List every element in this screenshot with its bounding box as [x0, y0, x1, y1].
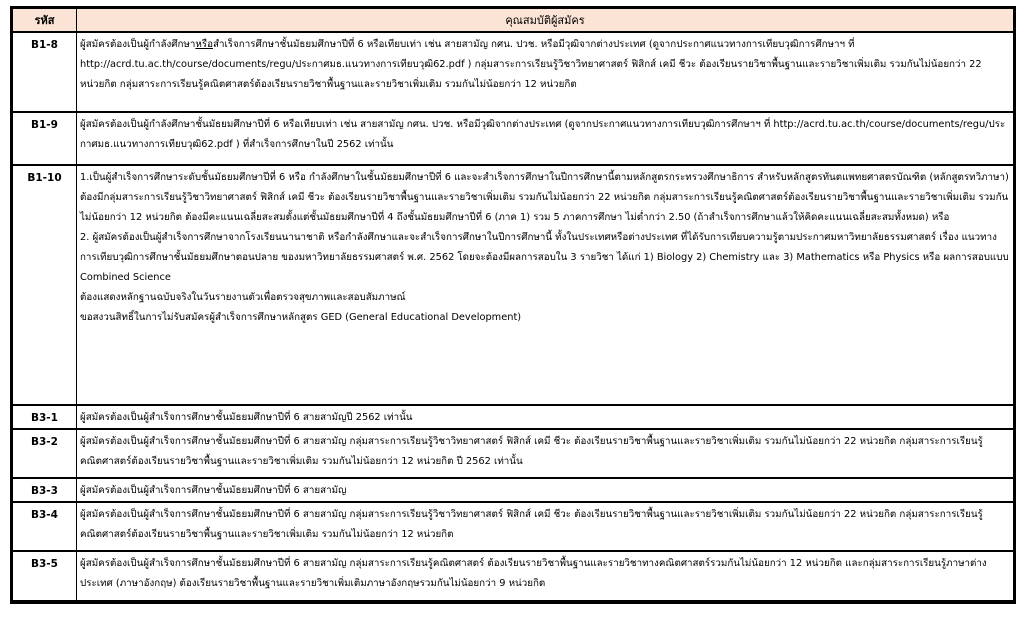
table-row	[13, 112, 1014, 165]
row-description: ผู้สมัครต้องเป็นผู้สำเร็จการศึกษาชั้นมัธยมศึกษาปีที่ 6 สายสามัญ กลุ่มสาระการเรียนรู้วิชาวิทยาศาสตร์ ฟิสิกส์ เคมี ชีวะ ต้องเรียนรายวิชาพื้นฐานและรายวิชาเพิ่มเติม รวมกันไม่น้อยกว่า 22 หน่วยกิต กลุ่มสาระการเรียนรู้คณิตศาสตร์ต้องเรียนรายวิชาพื้นฐานและรายวิชาเพิ่มเติม รวมกันไม่น้อยกว่า 12 หน่วยกิต	[77, 502, 1014, 551]
row-description-paragraph: ขอสงวนสิทธิ์ในการไม่รับสมัครผู้สำเร็จการศึกษาหลักสูตร GED (General Educational Development)	[80, 312, 522, 323]
row-code: B1-10	[13, 165, 77, 405]
table-row	[13, 551, 1014, 601]
row-description: ผู้สมัครต้องเป็นผู้สำเร็จการศึกษาชั้นมัธยมศึกษาปีที่ 6 สายสามัญ	[77, 478, 1014, 502]
table-row	[13, 405, 1014, 429]
row-code: B1-9	[13, 112, 77, 165]
row-description-paragraph: ต้องแสดงหลักฐานฉบับจริงในวันรายงานตัวเพื่อตรวจสุขภาพและสอบสัมภาษณ์	[80, 292, 406, 303]
description-column-header: คุณสมบัติผู้สมัคร	[77, 9, 1014, 33]
row-description-underlined-text: หรือ	[195, 39, 213, 50]
table-row	[13, 478, 1014, 502]
row-description: ผู้สมัครต้องเป็นผู้สำเร็จการศึกษาชั้นมัธยมศึกษาปีที่ 6 สายสามัญ กลุ่มสาระการเรียนรู้คณิตศาสตร์ ต้องเรียนรายวิชาพื้นฐานและรายวิชาทางคณิตศาสตร์รวมกันไม่น้อยกว่า 12 หน่วยกิต และกลุ่มสาระการเรียนรู้ภาษาต่างประเทศ (ภาษาอังกฤษ) ต้องเรียนรายวิชาพื้นฐานและรายวิชาเพิ่มเติมภาษาอังกฤษรวมกันไม่น้อยกว่า 9 หน่วยกิต	[77, 551, 1014, 601]
table-row	[13, 165, 1014, 405]
row-code: B3-4	[13, 502, 77, 551]
table-row	[13, 429, 1014, 478]
row-description-paragraph: 2. ผู้สมัครต้องเป็นผู้สำเร็จการศึกษาจากโรงเรียนนานาชาติ หรือกำลังศึกษาและจะสำเร็จการศึกษาในปีการศึกษานี้ ทั้งในประเทศหรือต่างประเทศ ที่ได้รับการเทียบความรู้ตามประกาศมหาวิทยาลัยธรรมศาสตร์ เรื่อง แนวทางการเทียบวุฒิการศึกษาชั้นมัธยมศึกษาตอนปลาย ของมหาวิทยาลัยธรรมศาสตร์ พ.ศ. 2562 โดยจะต้องมีผลการสอบใน 3 รายวิชา ได้แก่ 1) Biology 2) Chemistry และ 3) Mathematics หรือ Physics หรือ ผลการสอบแบบ Combined Science	[80, 232, 1009, 283]
table-row	[13, 502, 1014, 551]
qualifications-table-container	[10, 6, 1016, 604]
table-header-row	[13, 9, 1014, 33]
row-description	[77, 165, 1014, 405]
qualifications-table	[12, 8, 1014, 602]
code-column-header: รหัส	[13, 9, 77, 33]
row-code: B3-1	[13, 405, 77, 429]
row-description	[77, 32, 1014, 112]
row-description: ผู้สมัครต้องเป็นผู้สำเร็จการศึกษาชั้นมัธยมศึกษาปีที่ 6 สายสามัญปี 2562 เท่านั้น	[77, 405, 1014, 429]
row-code: B3-3	[13, 478, 77, 502]
row-code: B3-2	[13, 429, 77, 478]
row-description: ผู้สมัครต้องเป็นผู้สำเร็จการศึกษาชั้นมัธยมศึกษาปีที่ 6 สายสามัญ กลุ่มสาระการเรียนรู้วิชาวิทยาศาสตร์ ฟิสิกส์ เคมี ชีวะ ต้องเรียนรายวิชาพื้นฐานและรายวิชาเพิ่มเติม รวมกันไม่น้อยกว่า 22 หน่วยกิต กลุ่มสาระการเรียนรู้คณิตศาสตร์ต้องเรียนรายวิชาพื้นฐานและรายวิชาเพิ่มเติม รวมกันไม่น้อยกว่า 12 หน่วยกิต ปี 2562 เท่านั้น	[77, 429, 1014, 478]
row-description-text: สำเร็จการศึกษาชั้นมัธยมศึกษาปีที่ 6 หรือเทียบเท่า เช่น สายสามัญ กศน. ปวช. หรือมีวุฒิจากต่างประเทศ (ดูจากประกาศแนวทางการเทียบวุฒิการศึกษาฯ ที่ http://acrd.tu.ac.th/course/documents/regu/ประกาศมธ.แนวทางการเทียบวุฒิ62.pdf ) กลุ่มสาระการเรียนรู้วิชาวิทยาศาสตร์ ฟิสิกส์ เคมี ชีวะ ต้องเรียนรายวิชาพื้นฐานและรายวิชาเพิ่มเติม รวมกันไม่น้อยกว่า 22 หน่วยกิต กลุ่มสาระการเรียนรู้คณิตศาสตร์ต้องเรียนรายวิชาพื้นฐานและรายวิชาเพิ่มเติม รวมกันไม่น้อยกว่า 12 หน่วยกิต	[80, 39, 982, 90]
row-description-text: ผู้สมัครต้องเป็นผู้กำลังศึกษา	[80, 39, 196, 50]
table-row	[13, 32, 1014, 112]
row-code: B3-5	[13, 551, 77, 601]
row-description-paragraph: 1.เป็นผู้สำเร็จการศึกษาระดับชั้นมัธยมศึกษาปีที่ 6 หรือ กำลังศึกษาในชั้นมัธยมศึกษาปีที่ 6 และจะสำเร็จการศึกษาในปีการศึกษานี้ตามหลักสูตรกระทรวงศึกษาธิการ สำหรับหลักสูตรทันตแพทยศาสตรบัณฑิต (หลักสูตรทวิภาษา) ต้องมีกลุ่มสาระการเรียนรู้วิชาวิทยาศาสตร์ ฟิสิกส์ เคมี ชีวะ ต้องเรียนรายวิชาพื้นฐานและรายวิชาเพิ่มเติม รวมกันไม่น้อยกว่า 22 หน่วยกิต กลุ่มสาระการเรียนรู้คณิตศาสตร์ต้องเรียนรายวิชาพื้นฐานและรายวิชาเพิ่มเติม รวมกันไม่น้อยกว่า 12 หน่วยกิต ต้องมีคะแนนเฉลี่ยสะสมตั้งแต่ชั้นมัธยมศึกษาปีที่ 4 ถึงชั้นมัธยมศึกษาปีที่ 6 (ภาค 1) รวม 5 ภาคการศึกษา ไม่ต่ำกว่า 2.50 (ถ้าสำเร็จการศึกษาแล้วให้คิดคะแนนเฉลี่ยสะสมทั้งหมด) หรือ	[80, 172, 1009, 223]
row-description: ผู้สมัครต้องเป็นผู้กำลังศึกษาชั้นมัธยมศึกษาปีที่ 6 หรือเทียบเท่า เช่น สายสามัญ กศน. ปวช. หรือมีวุฒิจากต่างประเทศ (ดูจากประกาศแนวทางการเทียบวุฒิการศึกษาฯ ที่ http://acrd.tu.ac.th/course/documents/regu/ประกาศมธ.แนวทางการเทียบวุฒิ62.pdf ) ที่สำเร็จการศึกษาในปี 2562 เท่านั้น	[77, 112, 1014, 165]
row-code: B1-8	[13, 32, 77, 112]
